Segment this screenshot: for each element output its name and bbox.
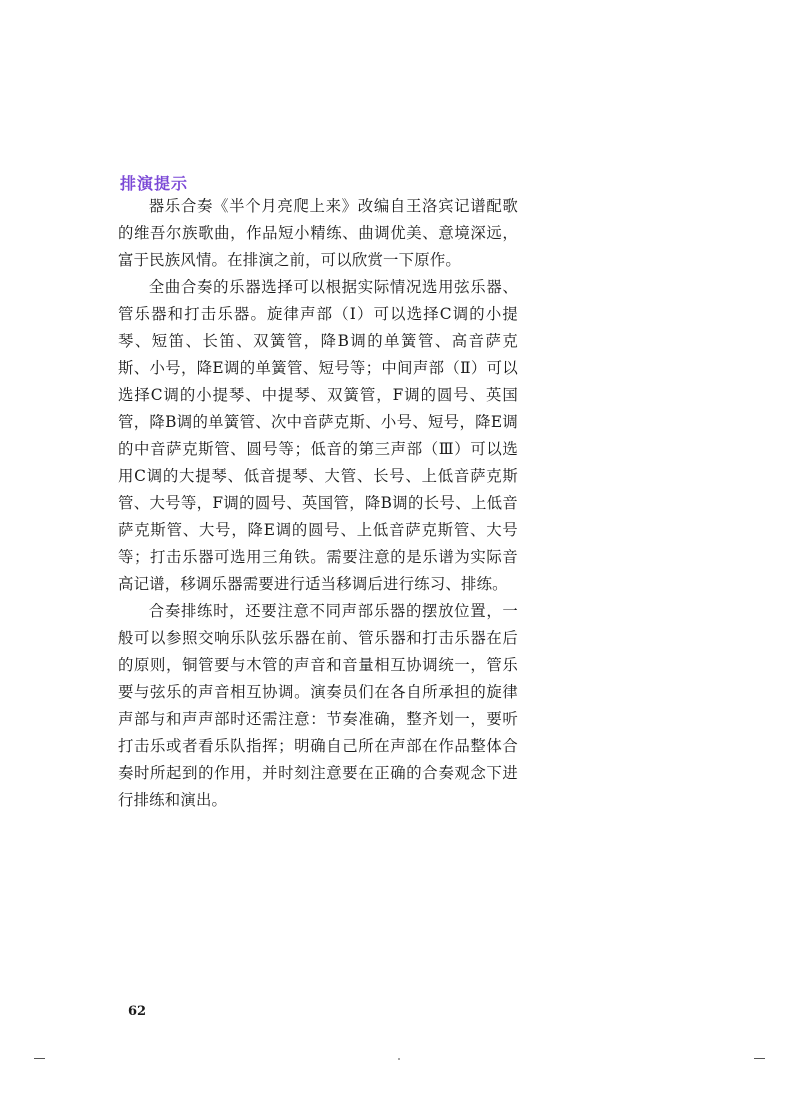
crop-mark-left: [34, 1058, 45, 1059]
crop-mark-right: [754, 1058, 765, 1059]
center-mark: [398, 1058, 400, 1060]
body-text: [118, 193, 518, 814]
section-title: 排演提示: [120, 174, 189, 193]
paragraph-intro: 器乐合奏《半个月亮爬上来》改编自王洛宾记谱配歌的维吾尔族歌曲，作品短小精练、曲调优美、意境深远，富于民族风情。在排演之前，可以欣赏一下原作。: [118, 197, 518, 269]
page-number: 62: [128, 1004, 147, 1019]
paragraph-rehearsal: 合奏排练时，还要注意不同声部乐器的摆放位置，一般可以参照交响乐队弦乐器在前、管乐器和打击乐器在后的原则，铜管要与木管的声音和音量相互协调统一，管乐要与弦乐的声音相互协调。演奏员们在各自所承担的旋律声部与和声声部时还需注意：节奏准确，整齐划一，要听打击乐或者看乐队指挥；明确自己所在声部在作品整体合奏时所起到的作用，并时刻注意要在正确的合奏观念下进行排练和演出。: [118, 602, 518, 809]
paragraph-instrumentation: 全曲合奏的乐器选择可以根据实际情况选用弦乐器、管乐器和打击乐器。旋律声部（Ⅰ）可以选择C调的小提琴、短笛、长笛、双簧管，降B调的单簧管、高音萨克斯、小号，降E调的单簧管、短号等；中间声部（Ⅱ）可以选择C调的小提琴、中提琴、双簧管，F调的圆号、英国管，降B调的单簧管、次中音萨克斯、小号、短号，降E调的中音萨克斯管、圆号等；低音的第三声部（Ⅲ）可以选用C调的大提琴、低音提琴、大管、长号、上低音萨克斯管、大号等，F调的圆号、英国管，降B调的长号、上低音萨克斯管、大号，降E调的圆号、上低音萨克斯管、大号等；打击乐器可选用三角铁。需要注意的是乐谱为实际音高记谱，移调乐器需要进行适当移调后进行练习、排练。: [118, 278, 518, 593]
